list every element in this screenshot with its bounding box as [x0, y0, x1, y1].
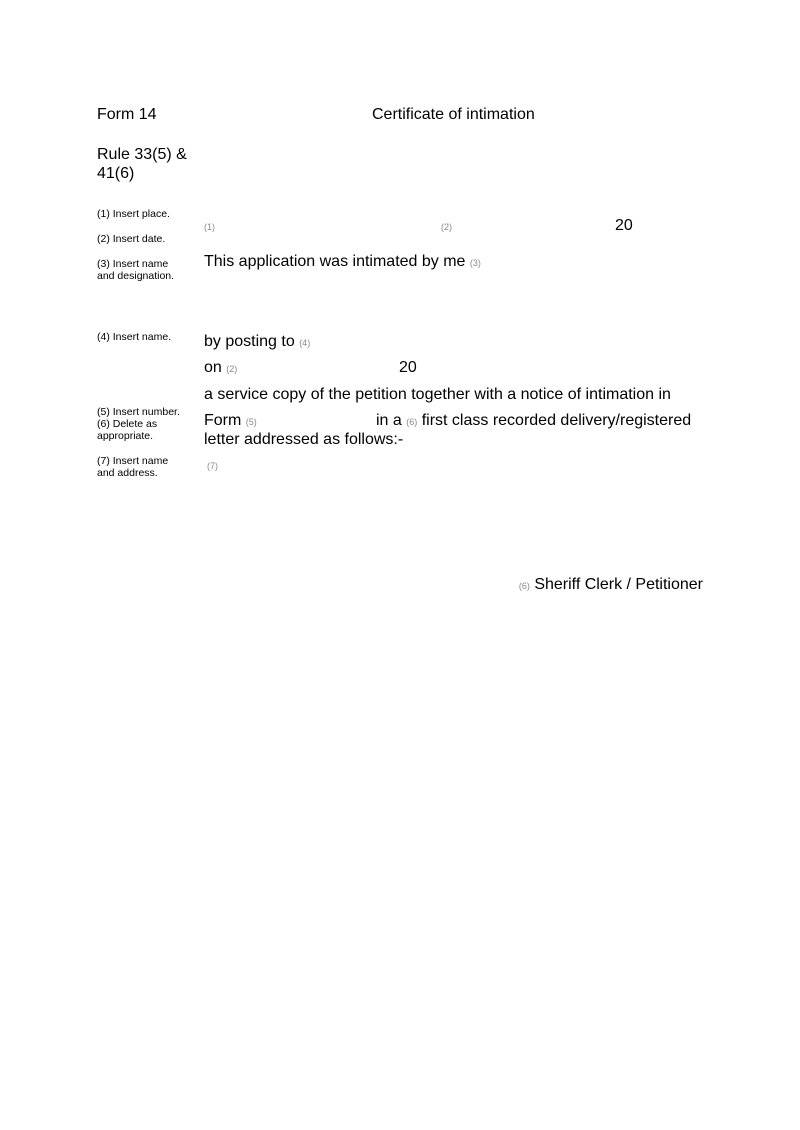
form-number-marker: (5): [245, 417, 257, 427]
intimation-text: This application was intimated by me: [204, 253, 466, 270]
place-reference-marker: (1): [204, 222, 215, 232]
date-reference-marker: (2): [441, 222, 452, 232]
delivery-method-line: [376, 411, 691, 432]
addressed-as-follows: letter addressed as follows:-: [204, 431, 404, 448]
margin-note-6: (6) Delete as appropriate.: [97, 418, 158, 442]
year-prefix: 20: [615, 217, 633, 234]
intimation-statement: [204, 252, 481, 273]
margin-note-1: (1) Insert place.: [97, 208, 170, 220]
delete-appropriate-marker: (6): [406, 417, 418, 427]
on-text: on: [204, 359, 222, 376]
margin-note-7: (7) Insert name and address.: [97, 455, 169, 479]
name-address-marker: (7): [207, 461, 218, 471]
form-number: Form 14: [97, 106, 157, 123]
rule-reference: Rule 33(5) & 41(6): [97, 146, 187, 182]
posting-date-line: [204, 358, 237, 379]
name-designation-marker: (3): [469, 258, 481, 268]
service-copy-text: a service copy of the petition together with a notice of intimation in: [204, 386, 671, 403]
margin-note-4: (4) Insert name.: [97, 331, 172, 343]
in-a-text: in a: [376, 412, 402, 429]
signature-line: [519, 575, 703, 596]
margin-note-5: (5) Insert number.: [97, 406, 180, 418]
signature-delete-marker: (6): [518, 581, 530, 591]
form-line-start: [204, 411, 257, 432]
posting-date-marker: (2): [226, 364, 238, 374]
form-word: Form: [204, 412, 242, 429]
posting-text: by posting to: [204, 333, 295, 350]
document-title: Certificate of intimation: [372, 106, 535, 123]
posting-line: [204, 332, 310, 353]
recipient-name-marker: (4): [299, 338, 311, 348]
posting-year-prefix: 20: [399, 359, 417, 376]
margin-note-3: (3) Insert name and designation.: [97, 258, 175, 282]
signatory-text: Sheriff Clerk / Petitioner: [534, 576, 703, 593]
delivery-method-text: first class recorded delivery/registered: [421, 412, 692, 429]
margin-note-2: (2) Insert date.: [97, 233, 166, 245]
